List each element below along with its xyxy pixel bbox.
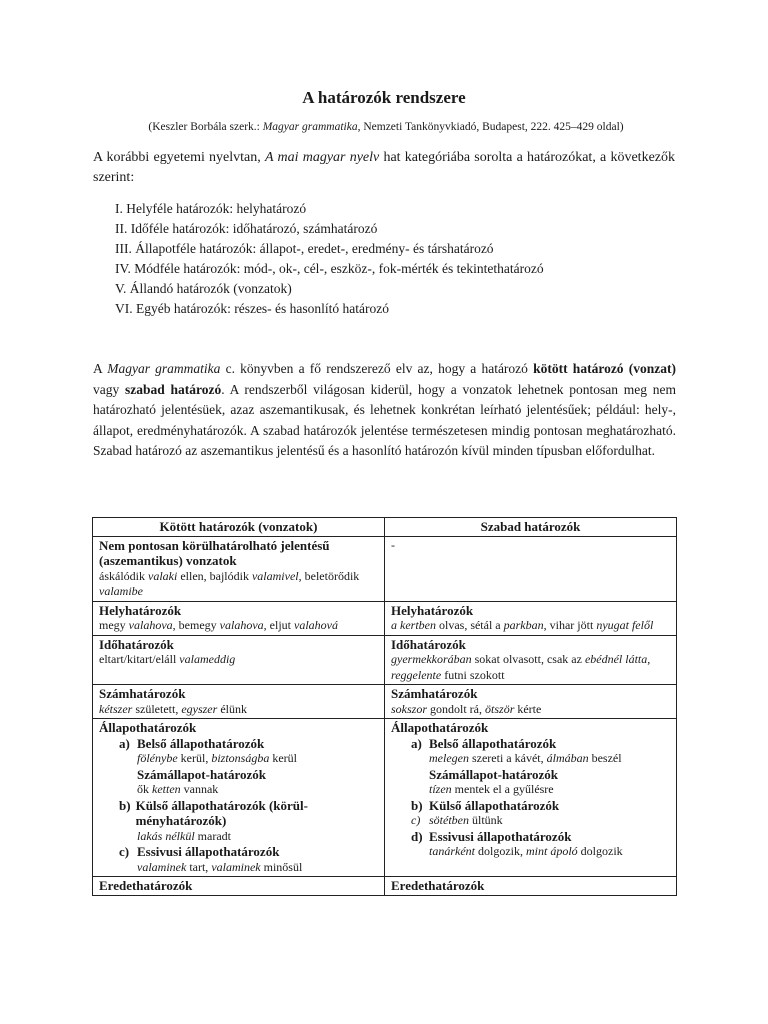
table-cell — [93, 536, 385, 601]
ex-text: ellen, bajlódik — [177, 568, 252, 583]
cell-example — [391, 652, 670, 683]
ex-italic: álmában — [546, 751, 589, 765]
list-marker: c) — [119, 844, 130, 859]
comparison-table — [92, 517, 677, 896]
ex-italic: valahova — [219, 618, 264, 632]
list-marker: c) — [411, 813, 421, 827]
list-marker: b) — [119, 797, 131, 813]
subsection-title: Belső állapothatározók — [429, 735, 557, 751]
table-row — [93, 635, 677, 685]
cell-title: Időhatározók — [99, 636, 174, 652]
main-paragraph — [93, 359, 676, 462]
para-text: vagy — [93, 381, 125, 397]
citation-book-title: Magyar grammatika — [262, 121, 358, 133]
cell-example — [429, 782, 670, 798]
cell-title: Állapothatározók — [99, 720, 197, 735]
source-citation — [93, 121, 679, 133]
table-cell — [93, 601, 385, 635]
ex-italic: valahova — [128, 618, 173, 632]
ex-text: , beletörődik — [298, 568, 360, 583]
cell-example — [99, 652, 378, 668]
ex-italic: valahová — [294, 618, 338, 632]
ex-italic: mint ápoló — [526, 844, 578, 858]
ex-text: sokat olvasott, csak az — [471, 652, 585, 666]
para-text: c. könyvben a fő rendszerező elv az, hogy a határozó — [220, 361, 534, 376]
category-item: II. Időféle határozók: időhatározó, számhatározó — [115, 221, 378, 236]
ex-text: kerül, — [177, 751, 212, 765]
category-item: VI. Egyéb határozók: részes- és hasonlító határozó — [115, 301, 390, 316]
header-free-adverbials: Szabad határozók — [385, 518, 677, 537]
list-marker: a) — [119, 735, 130, 751]
table-cell — [385, 685, 677, 719]
subsection-title: Essivusi állapothatározók — [429, 828, 572, 844]
ex-italic: ebédnél látta — [584, 652, 648, 666]
table-row — [93, 601, 677, 635]
intro-paragraph — [93, 148, 675, 188]
intro-text-end: hat kategóriába sorolta a határozókat, a következők szerint: — [93, 150, 675, 185]
ex-italic: reggelente — [391, 667, 442, 682]
list-marker: d) — [411, 828, 423, 844]
ex-text: maradt — [194, 828, 231, 843]
ex-text: megy — [99, 618, 129, 632]
ex-text: olvas, sétál a — [435, 618, 504, 632]
category-item: V. Állandó határozók (vonzatok) — [115, 281, 292, 296]
ex-text: vannak — [180, 782, 219, 796]
table-cell — [385, 601, 677, 635]
table-cell — [385, 877, 677, 896]
ex-text: , vihar jött — [543, 618, 597, 632]
cell-example — [429, 844, 670, 860]
table-row — [93, 877, 677, 896]
ex-text: ültünk — [469, 813, 503, 827]
category-item: IV. Módféle határozók: mód-, ok-, cél-, eszköz-, fok-mérték és tekintethatározó — [115, 261, 544, 276]
list-marker: b) — [411, 797, 423, 813]
intro-book-title: A mai magyar nyelv — [264, 150, 380, 165]
ex-text: , bemegy — [172, 618, 220, 632]
ex-text: kérte — [514, 701, 542, 716]
cell-title: Számhatározók — [99, 686, 186, 701]
subsection-b — [411, 798, 670, 814]
header-bound-adverbials: Kötött határozók (vonzatok) — [93, 518, 385, 537]
subsection-title: Essivusi állapothatározók — [137, 844, 280, 859]
table-cell — [93, 685, 385, 719]
subsection-title: Külső állapothatározók — [429, 797, 560, 813]
subsection-a — [411, 736, 670, 752]
table-cell — [93, 719, 385, 877]
ex-italic: valameddig — [179, 652, 236, 666]
subsection-title: Belső állapothatározók — [137, 735, 265, 751]
cell-example — [391, 702, 670, 718]
subsection-b — [119, 798, 378, 829]
cell-example — [137, 751, 378, 767]
ex-text: , — [647, 652, 651, 666]
para-text: . A rendszerből világosan kiderül, hogy a vonzatok lehetnek pontosan meg nem határozható jelentésüek, azaz aszemantikusak, és lehetnek konkrétan leírható jelentésűek; például: hely-, állapot, eredményhatározók. A szabad határozók jelentése természetesen mindig pontosan meghatározható. Szabad határozó az aszemantikus jelentésű és a hasonlító határozón kívül minden típusban előfordulhat. — [93, 381, 676, 458]
cell-example — [99, 569, 378, 600]
ex-text: beszél — [588, 751, 622, 765]
ex-italic: valaminek — [211, 859, 261, 874]
table-row — [93, 536, 677, 601]
cell-title: Eredethatározók — [99, 878, 193, 893]
document-title: A határozók rendszere — [302, 88, 466, 107]
table-cell — [385, 635, 677, 685]
para-term-free: szabad határozó — [125, 381, 222, 397]
ex-text: dolgozik, — [475, 844, 526, 858]
table-cell — [385, 719, 677, 877]
cell-title: Eredethatározók — [391, 878, 485, 893]
ex-italic: a kertben — [391, 618, 436, 632]
cell-title: Helyhatározók — [99, 602, 182, 618]
para-book-title: Magyar grammatika — [107, 361, 221, 376]
ex-text: tart, — [186, 859, 212, 874]
table-cell — [385, 536, 677, 601]
ex-italic: valamibe — [99, 584, 143, 598]
ex-text: áskálódik — [99, 568, 148, 583]
category-item: I. Helyféle határozók: helyhatározó — [115, 201, 307, 216]
ex-text: ők — [137, 782, 152, 796]
cell-empty-dash: - — [391, 537, 395, 552]
ex-text: dolgozik — [577, 844, 623, 858]
table-header-row — [93, 518, 677, 537]
citation-text: (Keszler Borbála szerk.: — [148, 121, 263, 133]
ex-text: , eljut — [263, 618, 294, 632]
table-cell — [93, 635, 385, 685]
intro-text: A korábbi egyetemi nyelvtan, — [93, 150, 265, 165]
table-row — [93, 719, 677, 877]
ex-text: született, — [132, 701, 182, 716]
subsection-d — [411, 829, 670, 845]
cell-title: Számhatározók — [391, 686, 478, 701]
subsection-c — [119, 844, 378, 860]
cell-title: Állapothatározók — [391, 720, 489, 735]
ex-italic: parkban — [503, 618, 544, 632]
ex-italic: nyugat felől — [596, 618, 654, 632]
cell-example — [137, 860, 378, 876]
para-text: A — [93, 361, 108, 376]
ex-italic: sötétben — [429, 813, 469, 827]
ex-italic: ötször — [485, 701, 515, 716]
ex-italic: egyszer — [181, 701, 218, 716]
list-marker: a) — [411, 735, 422, 751]
cell-example — [391, 618, 670, 634]
table-cell — [93, 877, 385, 896]
cell-title: Időhatározók — [391, 636, 466, 652]
ex-italic: lakás nélkül — [137, 828, 195, 843]
subsection-title: Külső állapothatározók (körül-ményhatározók) — [135, 797, 308, 828]
category-item: III. Állapotféle határozók: állapot-, eredet-, eredmény- és társhatározó — [115, 241, 494, 256]
subsection-a — [119, 736, 378, 752]
ex-text: élünk — [217, 701, 247, 716]
citation-publisher: , Nemzeti Tankönyvkiadó, Budapest, 222. 425–429 oldal) — [357, 121, 624, 133]
cell-example — [99, 702, 378, 718]
cell-title: Nem pontosan körülhatárolható jelentésű (aszemantikus) vonzatok — [99, 537, 330, 568]
ex-text: gondolt rá, — [427, 701, 486, 716]
ex-italic: fölénybe — [137, 751, 178, 765]
subsection-subtitle: Számállapot-határozók — [429, 766, 559, 782]
cell-example — [429, 751, 670, 767]
cell-example — [137, 829, 378, 845]
ex-italic: sokszor — [391, 701, 428, 716]
subsection-c — [411, 813, 670, 829]
ex-italic: gyermekkorában — [391, 652, 472, 666]
ex-text: eltart/kitart/eláll — [99, 652, 180, 666]
ex-italic: kétszer — [99, 701, 133, 716]
ex-italic: biztonságba — [211, 751, 270, 765]
ex-italic: melegen — [429, 751, 469, 765]
ex-italic: ketten — [152, 782, 181, 796]
ex-text: futni szokott — [441, 667, 505, 682]
cell-example — [99, 618, 378, 634]
subsection-subtitle: Számállapot-határozók — [137, 766, 267, 782]
cell-title: Helyhatározók — [391, 602, 474, 618]
ex-text: mentek el a gyűlésre — [451, 782, 554, 796]
ex-text: minősül — [260, 859, 303, 874]
cell-example — [137, 782, 378, 798]
category-list — [115, 199, 544, 319]
table-row — [93, 685, 677, 719]
para-term-bound: kötött határozó (vonzat) — [533, 361, 676, 376]
ex-italic: tízen — [429, 782, 452, 796]
ex-text: szereti a kávét, — [468, 751, 547, 765]
ex-italic: valaki — [148, 568, 178, 583]
ex-italic: tanárként — [429, 844, 475, 858]
ex-text: kerül — [269, 751, 297, 765]
ex-italic: valamivel — [251, 568, 299, 583]
ex-italic: valaminek — [137, 859, 187, 874]
